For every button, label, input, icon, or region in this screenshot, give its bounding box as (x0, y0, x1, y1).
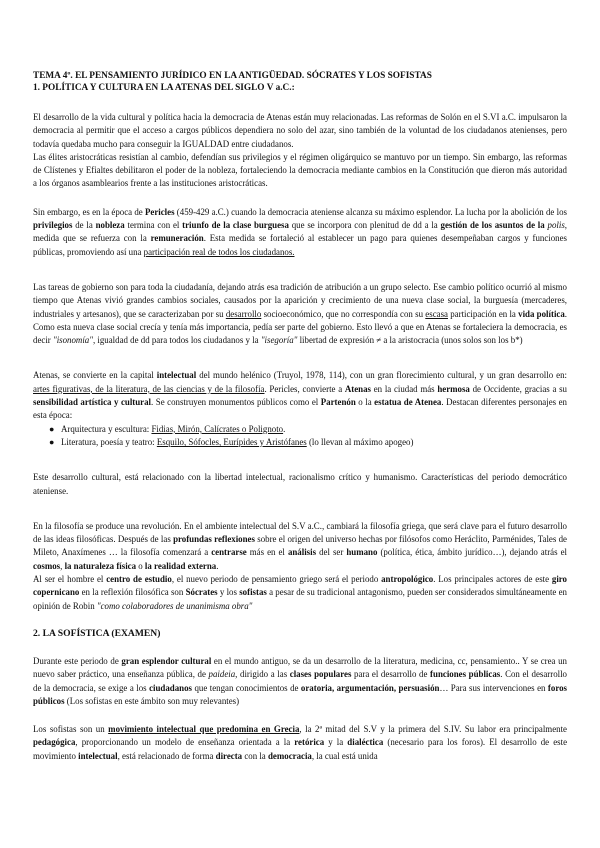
text-run: intelectual (78, 750, 118, 761)
text-run: la realidad externa (144, 560, 217, 571)
paragraph-10 (33, 723, 567, 763)
text-run: centro de estudio (106, 574, 172, 585)
list-item (51, 423, 567, 436)
text-run: … Para sus intervenciones en (439, 682, 548, 693)
text-run: sofistas (239, 587, 267, 598)
text-run: Esquilo, Sófocles, Eurípides y Aristófanes (156, 436, 307, 447)
text-run: triunfo de la clase burguesa (182, 220, 289, 231)
text-run: . Esta medida se fortaleció al establecer un pago para quienes desempeñaban cargos y funciones públicas, promoviendo así una (33, 233, 567, 257)
text-run: o la (355, 397, 375, 408)
text-run: estatua de Atenea (374, 397, 442, 408)
text-run: . Como esta nueva clase social crecía y tenía más importancia, pedía ser parte del gobierno. Esto llevó a que en Atenas se fortaleciera la democracia, es decir (33, 308, 568, 346)
text-run: a pesar de su tradicional antagonismo, pueden ser considerados simultáneamente en opinión de Robin (33, 587, 567, 611)
text-run: "isegoría" (260, 335, 298, 346)
text-run: en la ciudad más (371, 383, 438, 394)
text-run: que tengan conocimientos de (191, 682, 301, 693)
text-run: . (283, 423, 286, 434)
text-run: Partenón (320, 397, 356, 408)
text-run: clases populares (289, 669, 352, 680)
text-run: , medida que se refuerza con la (33, 220, 567, 244)
text-run: cosmos (33, 560, 61, 571)
list-item (51, 436, 567, 449)
text-run: , está relacionado de forma (117, 750, 216, 761)
text-run: Arquitectura y escultura: (61, 423, 152, 434)
text-run: Al ser el hombre el (33, 574, 107, 585)
text-run: movimiento intelectual que predomina en Grecia (108, 724, 300, 735)
text-run: Fidias, Mirón, Calícrates o Polignoto (151, 423, 284, 434)
text-run: . Con el desarrollo de la democracia, se exige a los (33, 669, 567, 693)
text-run: paideia (208, 669, 236, 680)
text-run: remuneración (150, 233, 204, 244)
text-run: intelectual (156, 370, 197, 381)
paragraph-6 (33, 471, 567, 498)
text-run: , el nuevo periodo de pensamiento griego será el periodo (171, 574, 382, 585)
text-run: humano (346, 547, 378, 558)
text-run: de la (72, 220, 96, 231)
text-run: (Los sofistas en este ámbito son muy relevantes) (64, 695, 240, 706)
text-run: Este desarrollo cultural, está relacionado con la libertad intelectual, racionalismo crítico y humanismo. Características del periodo democrático ateniense. (33, 472, 567, 496)
text-run: , la cual está unida (311, 750, 378, 761)
list-item-text (61, 437, 413, 447)
text-run: del ser (316, 547, 347, 558)
paragraph-3 (33, 206, 567, 259)
text-run: directa (215, 750, 243, 761)
text-run: Pericles (144, 206, 175, 217)
text-run: funciones públicas (430, 669, 501, 680)
text-run: . Destacan diferentes personajes en esta época: (33, 397, 567, 421)
text-run: dialéctica (347, 737, 384, 748)
paragraph-9 (33, 655, 567, 708)
paragraph-4 (33, 281, 567, 347)
document-page (33, 70, 567, 763)
text-run: . Se construyen monumentos públicos como el (151, 397, 321, 408)
text-run: (política, ética, ámbito jurídico…), dejando atrás el (377, 547, 567, 558)
text-run: polis (547, 220, 565, 231)
text-run: socioeconómico, que no correspondía con su (261, 308, 426, 319)
text-run: giro copernicano (33, 574, 567, 598)
text-run: que se incorpora con plenitud de dd a la (288, 220, 441, 231)
text-run: para el desarrollo de (351, 669, 431, 680)
text-run: sensibilidad artística y cultural (33, 397, 152, 408)
text-run: privilegios (33, 220, 73, 231)
text-run: , igualdad de dd para todos los ciudadanos y la (92, 335, 261, 346)
text-run: . (216, 560, 219, 571)
paragraph-2 (33, 151, 567, 191)
text-run: desarrollo (225, 308, 262, 319)
text-run: gran esplendor cultural (121, 655, 212, 666)
text-run: Sócrates (185, 587, 218, 598)
text-run: "como colaboradores de unanimisma obra" (96, 600, 253, 611)
text-run: pedagógica (33, 737, 76, 748)
paragraph-1 (33, 111, 567, 151)
section-2-heading: 2. LA SOFÍSTICA (EXAMEN) (33, 627, 161, 639)
text-run: termina con el (124, 220, 183, 231)
text-run: la naturaleza física (64, 560, 137, 571)
text-run: retórica (294, 737, 325, 748)
text-run: En la filosofía se produce una revolución. En el ambiente intelectual del S.V a.C., cambiará la filosofía griega, que será clave para el futuro desarrollo de las ideas filosóficas. Después de las (33, 520, 567, 545)
text-run: Literatura, poesía y teatro: (61, 436, 157, 447)
text-run: de Occidente, gracias a su (469, 383, 567, 394)
text-run: centrarse (211, 547, 247, 558)
text-run: , la 2ª mitad del S.V y la primera del S.IV. Su labor era principalmente (299, 724, 567, 735)
bullet-icon: ● (49, 423, 55, 434)
text-run: sobre el origen del universo hechas por filósofos como Heráclito, Parménides, Tales de Mileto, Anaxímenes … la filosofía comenzará a (33, 534, 567, 558)
text-run: participación en la (447, 308, 519, 319)
text-run: Las tareas de gobierno son para toda la ciudadanía, dejando atrás esa tradición de atribución a un grupo selecto. Ese cambio político ocurrió al mismo tiempo que Atenas vivió grandes cambios sociales, causados por la aparición y crecimiento de una nueva clase social, la burguesía (mercaderes, industriales y artesanos), que se caracterizaban por su (33, 281, 567, 319)
text-run: libertad de expresión ≠ a la aristocracia (unos solos son los b*) (297, 335, 523, 346)
text-run: Atenas, se convierte en la capital (33, 370, 157, 381)
text-run: , proporcionando un modelo de enseñanza orientada a la (75, 737, 295, 748)
text-run: ciudadanos (149, 682, 192, 693)
bullet-list (33, 423, 567, 450)
text-run: escasa (425, 308, 448, 319)
text-run: . Pericles, convierte a (264, 383, 345, 394)
text-run: (lo llevan al máximo apogeo) (306, 436, 414, 447)
text-run: participación real de todos los ciudadanos. (143, 246, 295, 257)
text-run: Atenas (344, 383, 371, 394)
text-run: análisis (287, 547, 317, 558)
text-run: y la (324, 737, 348, 748)
text-run: El desarrollo de la vida cultural y política hacia la democracia de Atenas están muy relacionadas. Las reformas de Solón en el S.VI a.C. impulsaron la democracia al permitir que el acceso a cargos públicos dependiera no solo del azar, sino también de la voluntad de los ciudadanos atenienses, pero todavía quedaba mucho para conseguir la IGUALDAD entre ciudadanos. (33, 112, 567, 149)
text-run: antropológico (381, 574, 434, 585)
text-run: profundas reflexiones (173, 534, 255, 545)
text-run: gestión de los asuntos de la (440, 220, 545, 231)
text-run: del mundo helénico (Truyol, 1978, 114), con un gran florecimiento cultural, y un gran desarrollo en: (196, 370, 567, 381)
list-item-text (61, 424, 285, 434)
paragraph-8 (33, 573, 567, 613)
text-run: artes figurativas, de la literatura, de las ciencias y de la filosofía (33, 383, 265, 394)
text-run: con la (242, 750, 268, 761)
text-run: (necesario para los foros). El desarrollo de este movimiento (33, 737, 568, 761)
text-run: . Los principales actores de este (433, 574, 552, 585)
text-run: nobleza (95, 220, 125, 231)
paragraph-7 (33, 520, 567, 573)
text-run: Durante este periodo de (33, 655, 122, 666)
text-run: más en el (246, 547, 288, 558)
section-1-heading: 1. POLÍTICA Y CULTURA EN LA ATENAS DEL SIGLO V a.C.: (33, 83, 295, 93)
paragraph-5 (33, 369, 567, 422)
document-title: TEMA 4º. EL PENSAMIENTO JURÍDICO EN LA ANTIGÜEDAD. SÓCRATES Y LOS SOFISTAS (33, 71, 432, 81)
text-run: en la reflexión filosófica son (79, 587, 186, 598)
text-run: o (136, 560, 145, 571)
bullet-icon: ● (49, 436, 55, 447)
text-run: democracia (267, 750, 312, 761)
text-run: Sin embargo, es en la época de (33, 206, 145, 217)
text-run: y los (217, 587, 240, 598)
text-run: vida política (518, 308, 565, 319)
text-run: Las élites aristocráticas resistían al cambio, defendían sus privilegios y el régimen oligárquico se mantuvo por un tiempo. Sin embargo, las reformas de Clístenes y Efialtes debilitaron el poder de la nobleza, fortaleciendo la democracia mediante cambios en la Constitución que dieron más autoridad a los órganos asamblearios frente a las instituciones aristocráticas. (33, 151, 567, 189)
text-run: foros públicos (33, 682, 567, 706)
text-run: "isonomía" (52, 335, 93, 346)
text-run: Los sofistas son un (33, 724, 109, 735)
text-run: , dirigido a las (235, 669, 290, 680)
text-run: hermosa (437, 383, 470, 394)
text-run: en el mundo antiguo, se da un desarrollo de la literatura, medicina, cc, pensamiento.. Y se crea un nuevo saber práctico, una enseñanza pública, de (33, 655, 567, 680)
text-run: , (60, 560, 65, 571)
text-run: (459-429 a.C.) cuando la democracia ateniense alcanza su máximo esplendor. La lucha por la abolición de los (174, 206, 567, 217)
text-run: oratoria, argumentación, persuasión (300, 682, 440, 693)
